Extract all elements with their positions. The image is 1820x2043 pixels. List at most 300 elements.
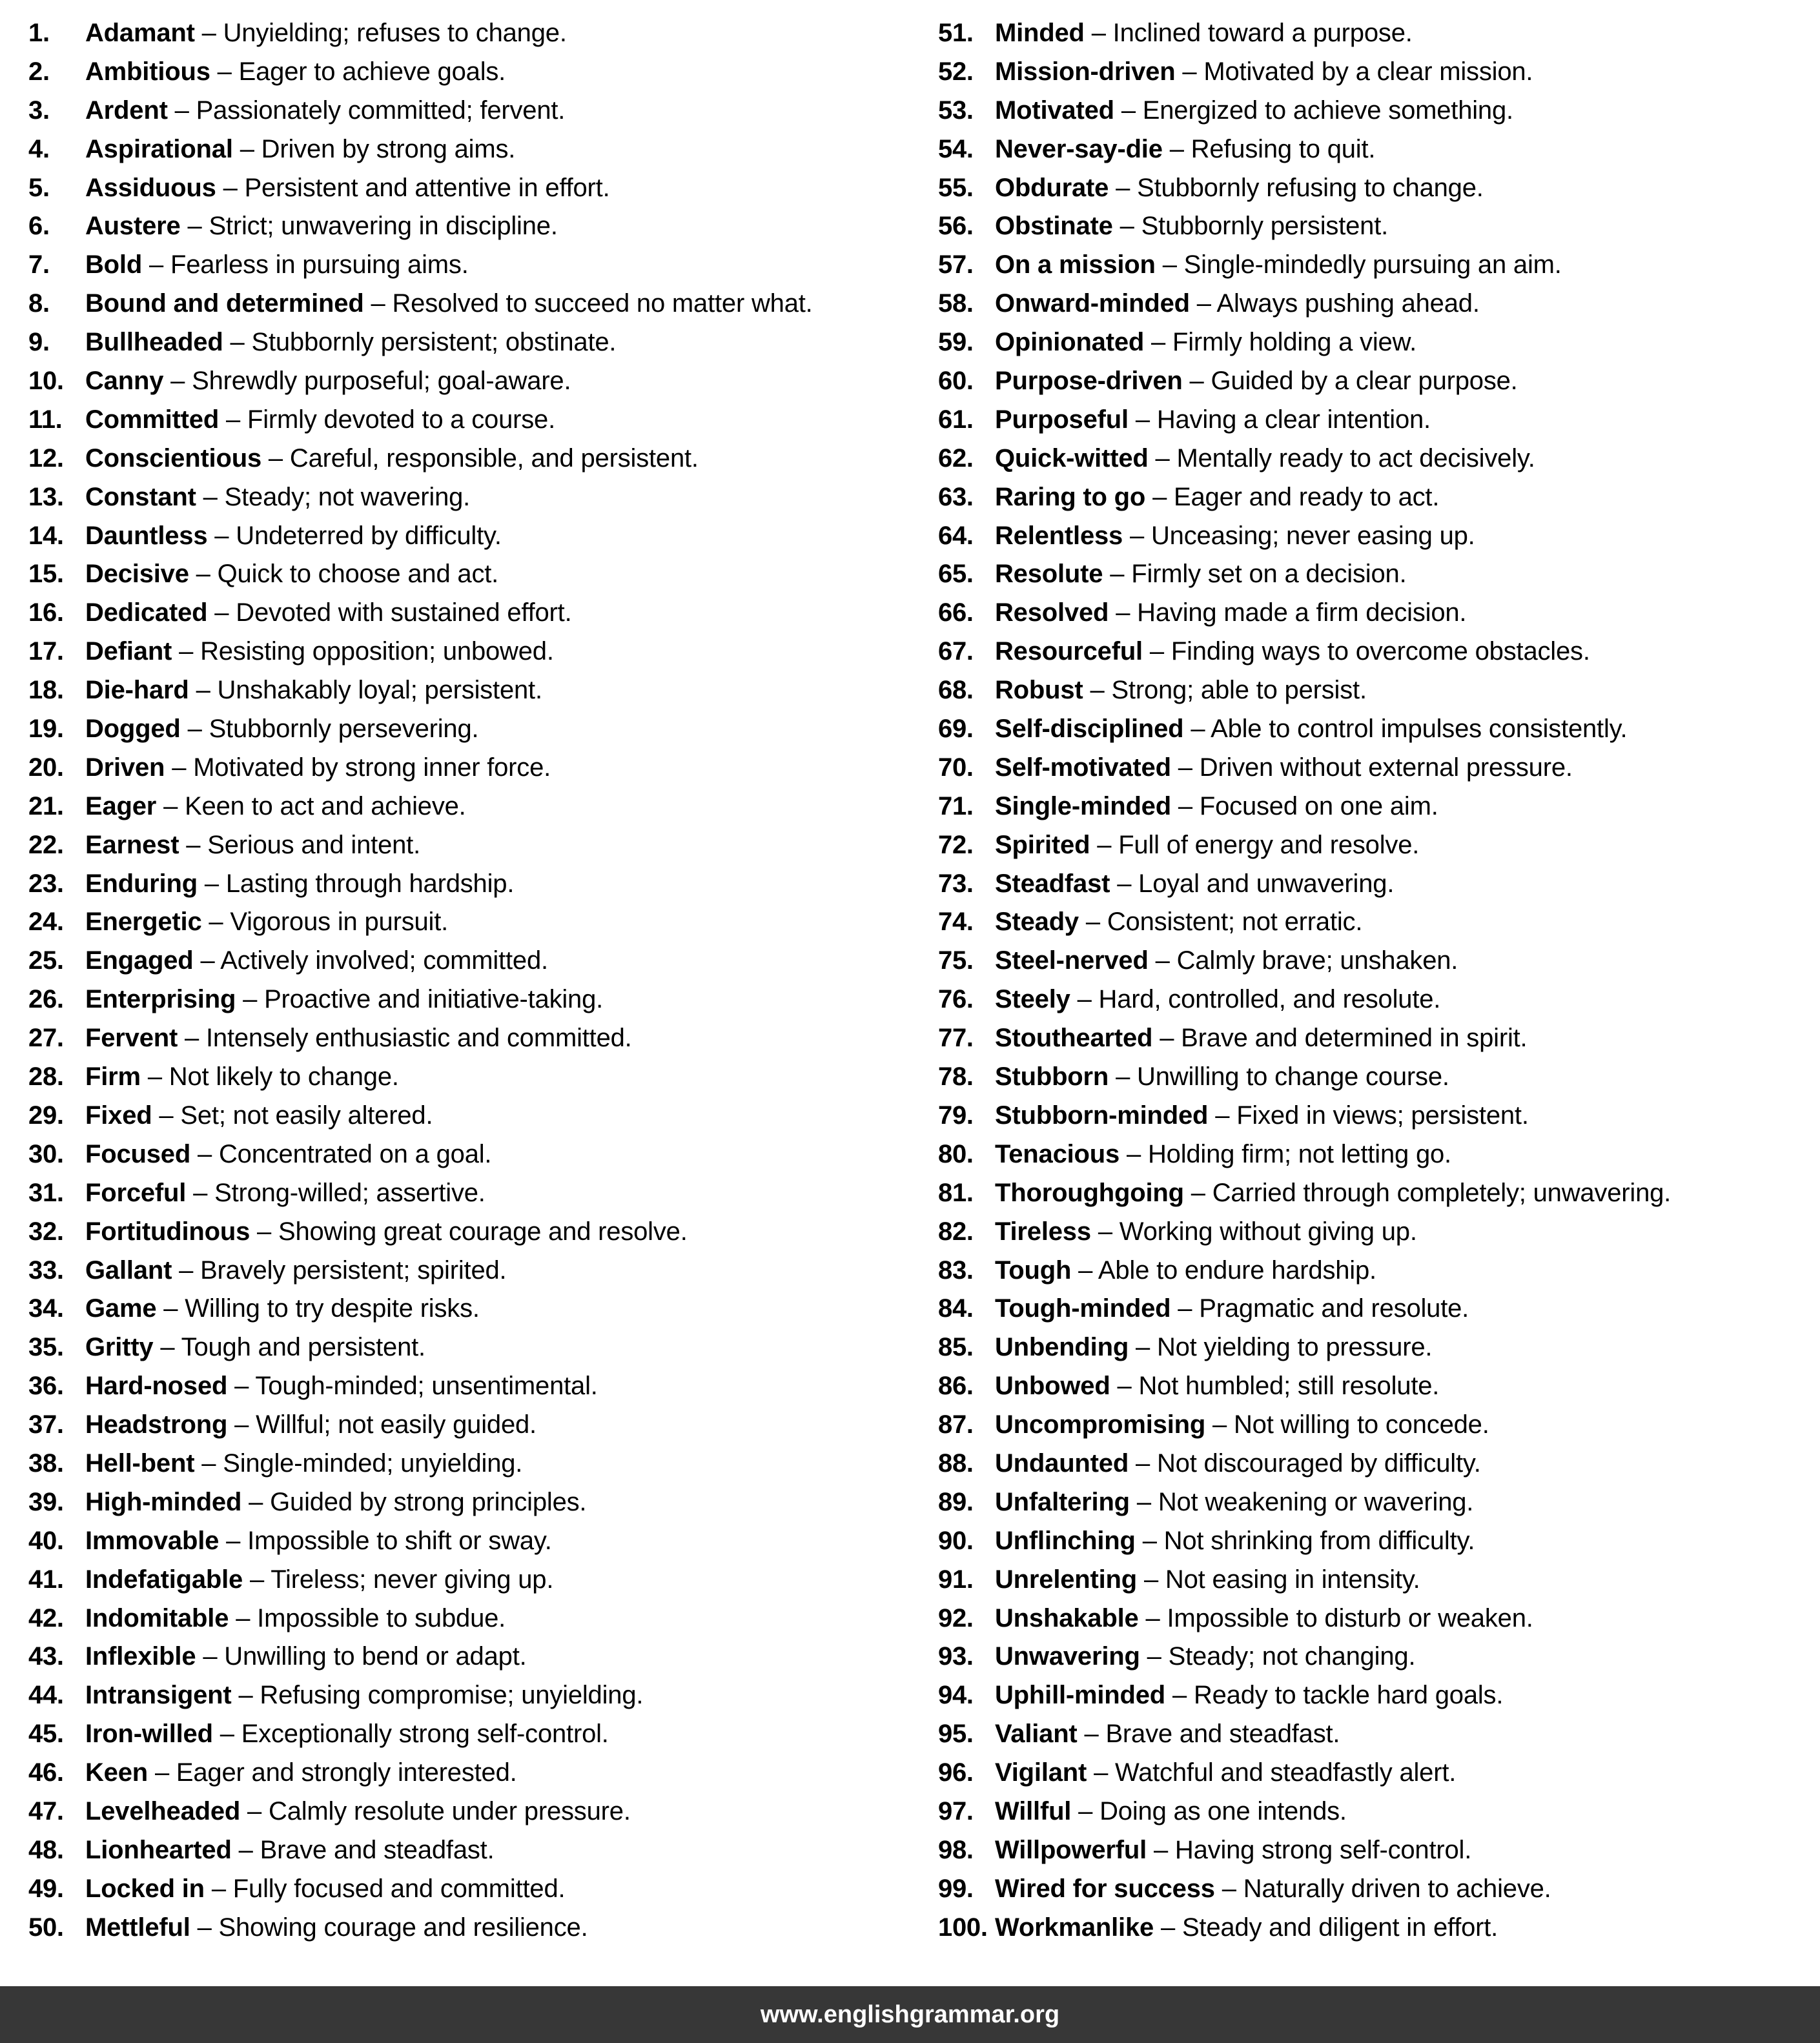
list-item-separator: – <box>1116 173 1130 202</box>
list-item-word: Obdurate <box>995 173 1109 202</box>
list-item-number: 44. <box>28 1681 64 1710</box>
list-item-body <box>85 1406 537 1445</box>
list-item-separator: – <box>209 908 223 937</box>
list-item-number: 58. <box>938 289 974 318</box>
list-item-body <box>995 1909 1498 1947</box>
list-item <box>28 1367 906 1406</box>
list-item-word: Robust <box>995 676 1083 705</box>
list-item-body <box>85 594 572 633</box>
list-item-body <box>85 788 466 826</box>
list-item-number: 55. <box>938 173 974 202</box>
list-item-body <box>85 1831 495 1870</box>
list-item-body <box>995 1638 1415 1676</box>
list-item-description: Tough and persistent. <box>181 1333 425 1362</box>
list-item <box>28 440 906 478</box>
list-item-separator: – <box>1191 1178 1205 1207</box>
list-item-separator: – <box>1153 1835 1168 1864</box>
list-item <box>938 1019 1815 1058</box>
list-item-separator: – <box>1215 1101 1230 1130</box>
list-item-body <box>995 1406 1489 1445</box>
list-item-word: Workmanlike <box>995 1913 1154 1942</box>
list-item-separator: – <box>187 212 202 241</box>
list-item <box>938 1097 1815 1135</box>
list-item-body <box>995 1445 1481 1483</box>
list-item-number: 95. <box>938 1720 974 1749</box>
list-item-body <box>995 323 1416 362</box>
list-item <box>938 788 1815 826</box>
list-item <box>28 865 906 904</box>
list-item-separator: – <box>1116 598 1130 627</box>
list-item-number: 40. <box>28 1526 64 1555</box>
list-item-word: Motivated <box>995 96 1114 125</box>
list-item-number: 19. <box>28 715 64 744</box>
list-item <box>28 671 906 710</box>
list-item-separator: – <box>236 1603 251 1632</box>
list-item-word: Levelheaded <box>85 1796 241 1825</box>
list-item-number: 97. <box>938 1796 974 1825</box>
list-item-body <box>85 14 567 53</box>
list-item-word: Uphill-minded <box>995 1681 1166 1710</box>
list-item-body <box>85 710 478 749</box>
list-item-separator: – <box>197 1913 212 1942</box>
list-item-word: Opinionated <box>995 328 1145 357</box>
list-item <box>28 1522 906 1561</box>
list-item <box>28 1909 906 1947</box>
list-item-separator: – <box>1077 985 1092 1014</box>
list-item-body <box>995 1522 1475 1561</box>
list-item <box>28 826 906 865</box>
list-item-number: 62. <box>938 443 974 473</box>
list-item-body <box>995 1870 1551 1909</box>
list-item-separator: – <box>249 1487 263 1516</box>
list-item-description: Brave and steadfast. <box>260 1835 495 1864</box>
list-item <box>28 981 906 1019</box>
list-item-description: Ready to tackle hard goals. <box>1193 1681 1504 1710</box>
list-item <box>28 1483 906 1522</box>
list-item-word: Tenacious <box>995 1139 1120 1168</box>
list-item-word: Purpose-driven <box>995 367 1183 396</box>
list-item-word: Constant <box>85 482 196 511</box>
list-item-description: Unwilling to change course. <box>1137 1062 1449 1092</box>
list-item-description: Always pushing ahead. <box>1216 289 1480 318</box>
list-item-body <box>85 1909 588 1947</box>
list-item <box>28 1754 906 1793</box>
list-item-body <box>85 671 542 710</box>
list-item <box>938 594 1815 633</box>
list-item-body <box>85 323 616 362</box>
list-item-word: Engaged <box>85 946 194 975</box>
list-item-number: 88. <box>938 1448 974 1478</box>
list-item-description: Bravely persistent; spirited. <box>200 1255 507 1285</box>
list-item-description: Actively involved; committed. <box>220 946 548 975</box>
list-item-word: Decisive <box>85 560 189 589</box>
list-item-word: Inflexible <box>85 1642 196 1671</box>
list-item-number: 42. <box>28 1603 64 1632</box>
list-item-word: Gallant <box>85 1255 172 1285</box>
list-item-word: Thoroughgoing <box>995 1178 1184 1207</box>
list-item-separator: – <box>234 1372 249 1401</box>
list-item-description: Unceasing; never easing up. <box>1151 521 1475 550</box>
list-item-number: 4. <box>28 134 50 163</box>
list-item-separator: – <box>159 1101 174 1130</box>
list-item-description: Not likely to change. <box>169 1062 399 1092</box>
list-item <box>938 169 1815 208</box>
list-item-number: 67. <box>938 637 974 666</box>
list-item-separator: – <box>1182 57 1197 86</box>
list-item-word: Driven <box>85 753 165 782</box>
list-item-description: Working without giving up. <box>1119 1217 1417 1246</box>
list-item-number: 34. <box>28 1294 64 1323</box>
list-item-number: 45. <box>28 1720 64 1749</box>
list-item-body <box>995 1058 1449 1097</box>
list-item-description: Fearless in pursuing aims. <box>170 250 469 280</box>
list-item-body <box>85 1522 552 1561</box>
list-item-number: 80. <box>938 1139 974 1168</box>
list-item-separator: – <box>203 482 218 511</box>
list-item-separator: – <box>1098 1217 1112 1246</box>
list-item-separator: – <box>234 1410 249 1439</box>
list-item <box>28 285 906 323</box>
list-item-description: Tough-minded; unsentimental. <box>255 1372 598 1401</box>
list-item <box>28 1831 906 1870</box>
list-item-number: 26. <box>28 985 64 1014</box>
list-item-separator: – <box>1178 753 1192 782</box>
list-item-number: 89. <box>938 1487 974 1516</box>
list-item-separator: – <box>223 173 238 202</box>
list-item-body <box>995 826 1419 865</box>
list-item-description: Mentally ready to act decisively. <box>1176 443 1535 473</box>
list-item-number: 21. <box>28 791 64 820</box>
list-item-number: 76. <box>938 985 974 1014</box>
list-item-word: Vigilant <box>995 1758 1087 1787</box>
list-item <box>938 865 1815 904</box>
list-item-word: Locked in <box>85 1874 205 1903</box>
list-item-number: 50. <box>28 1913 64 1942</box>
list-item-word: Intransigent <box>85 1681 232 1710</box>
list-item <box>28 1715 906 1754</box>
list-item <box>938 1831 1815 1870</box>
list-item-word: Bound and determined <box>85 289 364 318</box>
list-item-number: 10. <box>28 367 64 396</box>
list-item-body <box>85 1638 527 1676</box>
list-item-separator: – <box>1151 328 1166 357</box>
list-item-number: 65. <box>938 560 974 589</box>
list-item-body <box>995 1561 1420 1600</box>
list-item-description: Steady and diligent in effort. <box>1181 1913 1498 1942</box>
list-item-word: Indefatigable <box>85 1565 243 1594</box>
list-item-separator: – <box>196 560 210 589</box>
list-item-description: Eager and strongly interested. <box>176 1758 517 1787</box>
list-item-body <box>85 1328 425 1367</box>
list-item-separator: – <box>1117 1372 1132 1401</box>
list-item-number: 39. <box>28 1487 64 1516</box>
list-item-body <box>995 671 1367 710</box>
list-item-word: Unrelenting <box>995 1565 1138 1594</box>
list-item-word: Steel-nerved <box>995 946 1149 975</box>
list-item-body <box>995 1019 1527 1058</box>
list-item-description: Firmly set on a decision. <box>1131 560 1407 589</box>
list-item-description: Passionately committed; fervent. <box>196 96 566 125</box>
list-item-separator: – <box>179 637 194 666</box>
list-item <box>938 517 1815 556</box>
list-item-body <box>85 1058 399 1097</box>
list-item-word: Undaunted <box>995 1448 1129 1478</box>
list-item-body <box>85 1483 586 1522</box>
list-item-body <box>85 1715 609 1754</box>
list-item <box>28 1290 906 1328</box>
list-item-body <box>995 749 1573 788</box>
list-item-word: Relentless <box>995 521 1123 550</box>
list-item-body <box>85 440 699 478</box>
list-item-description: Having strong self-control. <box>1174 1835 1472 1864</box>
list-item <box>938 285 1815 323</box>
list-item-body <box>85 1793 631 1831</box>
list-item-word: Self-motivated <box>995 753 1171 782</box>
list-item <box>938 1135 1815 1174</box>
list-item-word: Resolute <box>995 560 1103 589</box>
list-item-word: Austere <box>85 212 181 241</box>
list-item <box>28 1638 906 1676</box>
list-item-word: Tough <box>995 1255 1072 1285</box>
list-item-description: Willing to try despite risks. <box>185 1294 480 1323</box>
list-item-word: Stouthearted <box>995 1024 1153 1053</box>
list-item <box>938 478 1815 517</box>
list-item-separator: – <box>1191 715 1205 744</box>
list-item-description: Carried through completely; unwavering. <box>1212 1178 1672 1207</box>
list-item <box>28 1058 906 1097</box>
list-item-word: Ardent <box>85 96 168 125</box>
list-item-description: Willful; not easily guided. <box>256 1410 537 1439</box>
list-item-body <box>995 1135 1451 1174</box>
list-item-description: Strong-willed; assertive. <box>214 1178 486 1207</box>
list-item-number: 11. <box>28 405 63 434</box>
list-item-separator: – <box>371 289 385 318</box>
list-item-word: Immovable <box>85 1526 220 1555</box>
list-item <box>938 1522 1815 1561</box>
list-item-description: Brave and steadfast. <box>1105 1720 1340 1749</box>
list-item-description: Eager and ready to act. <box>1174 482 1440 511</box>
list-item-separator: – <box>1169 134 1184 163</box>
list-item-separator: – <box>220 1720 234 1749</box>
site-footer-bar <box>0 1986 1820 2043</box>
list-item-separator: – <box>1136 1448 1150 1478</box>
list-item-word: High-minded <box>85 1487 242 1516</box>
list-item-description: Guided by strong principles. <box>270 1487 587 1516</box>
list-item-word: Steely <box>995 985 1070 1014</box>
list-item-description: Able to control impulses consistently. <box>1211 715 1628 744</box>
list-item-number: 16. <box>28 598 64 627</box>
list-item-body <box>995 1754 1456 1793</box>
list-item <box>938 1793 1815 1831</box>
list-item-number: 48. <box>28 1835 64 1864</box>
list-item-description: Focused on one aim. <box>1199 791 1438 820</box>
list-item-word: Minded <box>995 19 1085 47</box>
list-item-description: Steady; not wavering. <box>224 482 471 511</box>
list-item-word: Hard-nosed <box>85 1372 228 1401</box>
list-item-word: Earnest <box>85 830 179 859</box>
list-item <box>28 1135 906 1174</box>
list-item <box>938 826 1815 865</box>
list-item-description: Concentrated on a goal. <box>218 1139 492 1168</box>
list-item-separator: – <box>1136 1487 1151 1516</box>
list-item-separator: – <box>1147 1642 1161 1671</box>
list-item-description: Lasting through hardship. <box>225 869 515 898</box>
list-item <box>938 555 1815 594</box>
list-item-body <box>85 1019 632 1058</box>
list-item-body <box>85 942 548 981</box>
list-item-body <box>995 1483 1473 1522</box>
list-item-body <box>995 1367 1439 1406</box>
list-item-number: 14. <box>28 521 64 550</box>
list-item-separator: – <box>1116 1062 1130 1092</box>
list-item-number: 79. <box>938 1101 974 1130</box>
list-item-description: Able to endure hardship. <box>1098 1255 1376 1285</box>
list-item-word: Assiduous <box>85 173 216 202</box>
list-item-number: 43. <box>28 1642 64 1671</box>
list-item <box>28 1445 906 1483</box>
list-item-word: Unbowed <box>995 1372 1110 1401</box>
list-item <box>28 92 906 130</box>
list-item-number: 37. <box>28 1410 64 1439</box>
list-item-number: 61. <box>938 405 974 434</box>
list-item-number: 73. <box>938 869 974 898</box>
list-item-number: 81. <box>938 1178 974 1207</box>
list-item-description: Not discouraged by difficulty. <box>1156 1448 1481 1478</box>
list-item-description: Unwilling to bend or adapt. <box>224 1642 527 1671</box>
list-item-body <box>995 710 1627 749</box>
list-item-word: Eager <box>85 791 157 820</box>
list-item-word: Committed <box>85 405 220 434</box>
list-item-separator: – <box>187 715 202 744</box>
list-item <box>938 1600 1815 1638</box>
list-item-word: On a mission <box>995 250 1156 280</box>
list-item-number: 77. <box>938 1024 974 1053</box>
list-item-number: 90. <box>938 1526 974 1555</box>
list-item-number: 46. <box>28 1758 64 1787</box>
list-item <box>938 1754 1815 1793</box>
list-item-description: Naturally driven to achieve. <box>1243 1874 1551 1903</box>
list-item-number: 93. <box>938 1642 974 1671</box>
list-item-word: Lionhearted <box>85 1835 232 1864</box>
list-item <box>938 1290 1815 1328</box>
list-item-number: 9. <box>28 328 50 357</box>
list-item-number: 59. <box>938 328 974 357</box>
list-item-number: 94. <box>938 1681 974 1710</box>
list-item-number: 56. <box>938 212 974 241</box>
list-item-body <box>85 1445 522 1483</box>
list-item-description: Having a clear intention. <box>1156 405 1431 434</box>
list-item-description: Undeterred by difficulty. <box>236 521 502 550</box>
list-item-number: 52. <box>938 57 974 86</box>
list-item-number: 15. <box>28 560 64 589</box>
list-item-description: Refusing compromise; unyielding. <box>260 1681 644 1710</box>
list-item <box>28 903 906 942</box>
list-item-separator: – <box>247 1796 262 1825</box>
list-item-word: Tireless <box>995 1217 1091 1246</box>
list-item-separator: – <box>1078 1796 1093 1825</box>
list-item-description: Persistent and attentive in effort. <box>244 173 610 202</box>
list-item <box>938 981 1815 1019</box>
list-item-body <box>85 555 498 594</box>
list-item-number: 75. <box>938 946 974 975</box>
list-item-body <box>995 1676 1503 1715</box>
list-item-body <box>85 1870 565 1909</box>
list-item-body <box>85 207 558 246</box>
list-item <box>28 362 906 401</box>
list-item-number: 91. <box>938 1565 974 1594</box>
list-item-separator: – <box>217 57 232 86</box>
list-item <box>938 671 1815 710</box>
list-item-number: 38. <box>28 1448 64 1478</box>
list-item-number: 87. <box>938 1410 974 1439</box>
list-item-separator: – <box>1145 1603 1160 1632</box>
list-item <box>938 53 1815 92</box>
list-item <box>28 1174 906 1213</box>
list-item-word: Iron-willed <box>85 1720 213 1749</box>
list-item-description: Not humbled; still resolute. <box>1138 1372 1440 1401</box>
list-item-description: Doing as one intends. <box>1099 1796 1347 1825</box>
list-item-description: Unshakably loyal; persistent. <box>217 676 542 705</box>
list-item-description: Fixed in views; persistent. <box>1236 1101 1529 1130</box>
list-item-separator: – <box>1078 1255 1093 1285</box>
list-item-body <box>995 1174 1671 1213</box>
list-item-body <box>995 14 1413 53</box>
list-item-word: Stubborn <box>995 1062 1109 1092</box>
list-item-description: Having made a firm decision. <box>1137 598 1467 627</box>
list-item <box>28 14 906 53</box>
list-item-body <box>85 169 610 208</box>
list-item <box>938 1638 1815 1676</box>
list-item-description: Unyielding; refuses to change. <box>223 19 567 47</box>
list-item-body <box>995 942 1458 981</box>
list-item-separator: – <box>1172 1681 1187 1710</box>
list-item-separator: – <box>172 753 187 782</box>
list-item-separator: – <box>211 1874 226 1903</box>
list-item-body <box>85 1600 506 1638</box>
list-item-separator: – <box>1155 946 1170 975</box>
left-column <box>0 14 910 1947</box>
list-item-description: Driven without external pressure. <box>1199 753 1573 782</box>
list-item <box>938 401 1815 440</box>
list-item-word: Resourceful <box>995 637 1143 666</box>
list-item-body <box>85 285 813 323</box>
list-item-separator: – <box>201 1448 216 1478</box>
list-item-word: Quick-witted <box>995 443 1149 473</box>
list-item <box>28 323 906 362</box>
list-item <box>28 207 906 246</box>
list-item-description: Stubbornly persistent. <box>1141 212 1389 241</box>
list-item-separator: – <box>147 1062 162 1092</box>
list-item-word: Focused <box>85 1139 191 1168</box>
list-item <box>938 1676 1815 1715</box>
list-item-description: Showing courage and resilience. <box>218 1913 588 1942</box>
list-item <box>28 1870 906 1909</box>
list-item-separator: – <box>1162 250 1177 280</box>
list-item-separator: – <box>1152 482 1167 511</box>
list-item-body <box>995 981 1440 1019</box>
list-item-number: 18. <box>28 676 64 705</box>
list-item-word: Gritty <box>85 1333 154 1362</box>
list-item-description: Stubbornly persistent; obstinate. <box>251 328 617 357</box>
list-item <box>938 362 1815 401</box>
list-item-body <box>995 1793 1347 1831</box>
list-item-separator: – <box>226 405 241 434</box>
list-item <box>938 1870 1815 1909</box>
list-item-number: 3. <box>28 96 50 125</box>
list-item-number: 13. <box>28 482 64 511</box>
list-item <box>28 1600 906 1638</box>
list-item-description: Tireless; never giving up. <box>271 1565 554 1594</box>
